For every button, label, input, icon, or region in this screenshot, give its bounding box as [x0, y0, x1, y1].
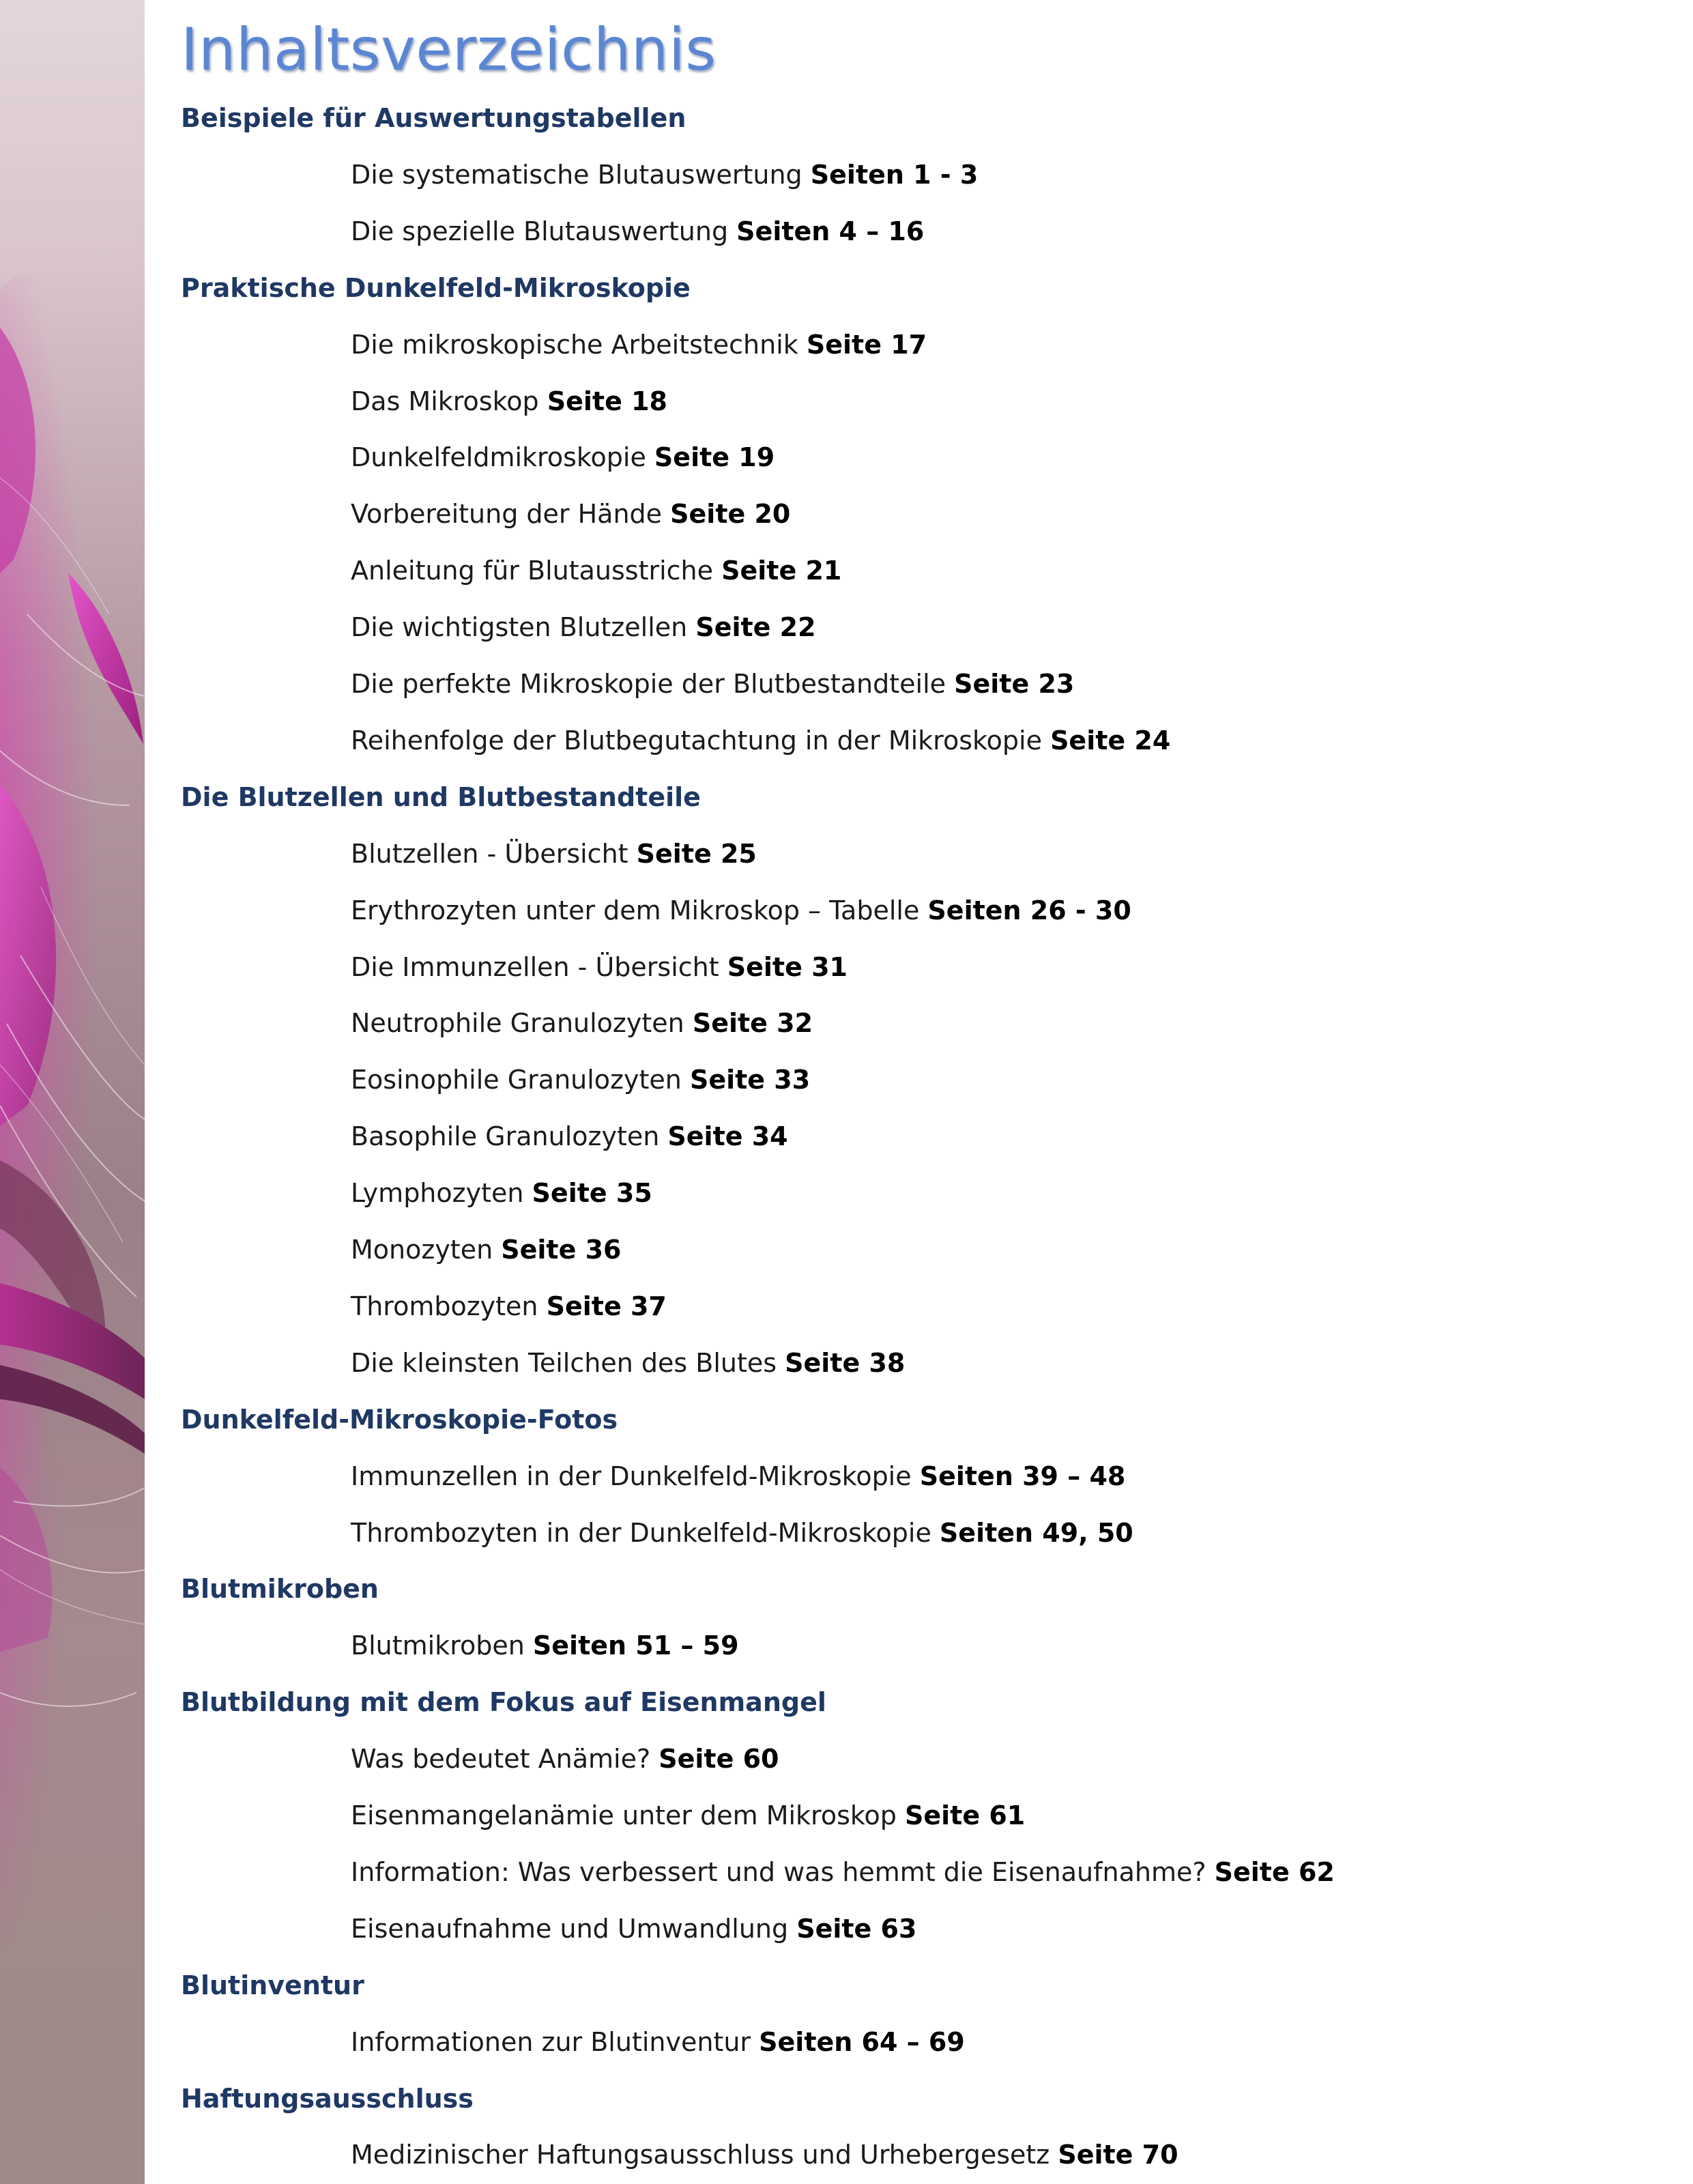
- toc-entry-label: Medizinischer Haftungsausschluss und Urhebergesetz: [351, 2140, 1050, 2170]
- toc-entry: [351, 1004, 813, 1042]
- toc-entry-label: Neutrophile Granulozyten: [351, 1008, 684, 1038]
- toc-entry-label: Eisenaufnahme und Umwandlung: [351, 1914, 789, 1944]
- toc-entry-label: Thrombozyten in der Dunkelfeld-Mikroskopie: [351, 1518, 931, 1548]
- toc-entry-page: Seite 24: [1050, 725, 1171, 756]
- toc-entry: [351, 1796, 1025, 1835]
- toc-entry: [351, 156, 978, 194]
- toc-entry: [351, 1910, 916, 1948]
- toc-entry-page: Seiten 39 – 48: [919, 1461, 1126, 1491]
- toc-entry-label: Erythrozyten unter dem Mikroskop – Tabelle: [351, 895, 920, 925]
- toc-entry: [351, 665, 1074, 703]
- toc-entry-label: Basophile Granulozyten: [351, 1121, 660, 1151]
- toc-section-heading: Blutinventur: [181, 1970, 364, 2000]
- toc-section-heading: Haftungsausschluss: [181, 2084, 474, 2114]
- toc-entry-label: Die wichtigsten Blutzellen: [351, 612, 688, 642]
- toc-entry-page: Seite 36: [501, 1235, 622, 1265]
- toc-entry-label: Reihenfolge der Blutbegutachtung in der Mikroskopie: [351, 725, 1042, 756]
- toc-section-heading: Praktische Dunkelfeld-Mikroskopie: [181, 273, 691, 303]
- toc-entry-page: Seiten 49, 50: [939, 1518, 1133, 1548]
- toc-entry: [351, 1853, 1335, 1891]
- toc-entry-label: Was bedeutet Anämie?: [351, 1744, 651, 1774]
- toc-entry: [351, 1287, 667, 1325]
- toc-entry-label: Vorbereitung der Hände: [351, 499, 663, 529]
- toc-section-heading: Blutbildung mit dem Fokus auf Eisenmangel: [181, 1687, 826, 1717]
- toc-entry: [351, 438, 775, 476]
- toc-entry-label: Das Mikroskop: [351, 386, 539, 416]
- toc-entry: [351, 1740, 779, 1778]
- toc-entry-label: Anleitung für Blutausstriche: [351, 556, 714, 586]
- toc-entry: [351, 2136, 1178, 2174]
- toc-entry-page: Seite 34: [667, 1121, 788, 1151]
- toc-entry-label: Die perfekte Mikroskopie der Blutbestandteile: [351, 669, 946, 699]
- toc-entry-label: Information: Was verbessert und was hemmt die Eisenaufnahme?: [351, 1857, 1206, 1887]
- toc-entry-page: Seite 25: [636, 839, 757, 869]
- toc-entry-label: Die mikroskopische Arbeitstechnik: [351, 330, 798, 360]
- toc-entry: [351, 212, 924, 250]
- toc-entry: [351, 1344, 905, 1382]
- toc-entry: [351, 2023, 965, 2061]
- toc-entry-page: Seite 37: [546, 1291, 667, 1321]
- toc-entry: [351, 382, 667, 420]
- toc-entry-label: Die Immunzellen - Übersicht: [351, 952, 719, 982]
- toc-entry-page: Seite 17: [806, 330, 927, 360]
- toc-entry: [351, 891, 1131, 930]
- toc-entry-page: Seiten 64 – 69: [759, 2027, 965, 2057]
- toc-entry-label: Die kleinsten Teilchen des Blutes: [351, 1348, 777, 1378]
- toc-entry: [351, 495, 790, 533]
- toc-entry-label: Blutmikroben: [351, 1630, 525, 1661]
- toc-entry-label: Blutzellen - Übersicht: [351, 839, 628, 869]
- toc-entry-page: Seite 60: [659, 1744, 779, 1774]
- toc-entry: [351, 1231, 621, 1269]
- toc-entry-page: Seiten 4 – 16: [736, 216, 925, 246]
- toc-entry-label: Die spezielle Blutauswertung: [351, 216, 729, 246]
- toc-entry-label: Monozyten: [351, 1235, 493, 1265]
- toc-entry: [351, 326, 927, 364]
- toc-entry-page: Seite 33: [689, 1065, 811, 1095]
- toc-section-heading: Beispiele für Auswertungstabellen: [181, 103, 686, 133]
- toc-entry: [351, 835, 757, 873]
- toc-entry-label: Lymphozyten: [351, 1178, 524, 1208]
- toc-entry: [351, 1117, 788, 1155]
- toc-entry-page: Seiten 51 – 59: [532, 1630, 739, 1661]
- toc-entry: [351, 608, 816, 646]
- toc-entry: [351, 551, 841, 590]
- toc-entry-page: Seite 22: [695, 612, 816, 642]
- toc-section-heading: Dunkelfeld-Mikroskopie-Fotos: [181, 1405, 618, 1435]
- toc-entry-page: Seite 20: [670, 499, 791, 529]
- side-flower-photo: [0, 0, 145, 2184]
- toc-entry-label: Thrombozyten: [351, 1291, 538, 1321]
- toc-entry-page: Seite 31: [727, 952, 848, 982]
- toc-entry: [351, 1061, 810, 1099]
- toc-entry-label: Informationen zur Blutinventur: [351, 2027, 751, 2057]
- toc-entry: [351, 1514, 1133, 1552]
- toc-entry: [351, 948, 848, 986]
- toc-entry: [351, 1174, 652, 1212]
- toc-section-heading: Die Blutzellen und Blutbestandteile: [181, 782, 701, 812]
- toc-entry-page: Seiten 1 - 3: [810, 160, 979, 190]
- toc-entry: [351, 721, 1170, 760]
- toc-entry-page: Seite 21: [721, 556, 842, 586]
- page-title: Inhaltsverzeichnis: [181, 16, 717, 84]
- toc-entry-label: Immunzellen in der Dunkelfeld-Mikroskopie: [351, 1461, 912, 1491]
- toc-entry-page: Seite 19: [654, 442, 775, 472]
- toc-entry-page: Seite 35: [532, 1178, 652, 1208]
- toc-entry-page: Seite 23: [954, 669, 1075, 699]
- toc-entry-label: Die systematische Blutauswertung: [351, 160, 802, 190]
- toc-entry: [351, 1457, 1125, 1495]
- toc-entry-page: Seite 62: [1214, 1857, 1335, 1887]
- toc-entry-page: Seite 63: [796, 1914, 917, 1944]
- toc-entry: [351, 1626, 739, 1665]
- toc-entry-page: Seite 38: [785, 1348, 906, 1378]
- toc-entry-label: Dunkelfeldmikroskopie: [351, 442, 646, 472]
- toc-entry-label: Eisenmangelanämie unter dem Mikroskop: [351, 1800, 897, 1830]
- toc-entry-page: Seite 18: [547, 386, 667, 416]
- toc-entry-page: Seite 70: [1058, 2140, 1178, 2170]
- toc-entry-label: Eosinophile Granulozyten: [351, 1065, 682, 1095]
- toc-entry-page: Seite 61: [905, 1800, 1026, 1830]
- toc-entry-page: Seite 32: [692, 1008, 813, 1038]
- toc-section-heading: Blutmikroben: [181, 1574, 379, 1604]
- toc-entry-page: Seiten 26 - 30: [927, 895, 1131, 925]
